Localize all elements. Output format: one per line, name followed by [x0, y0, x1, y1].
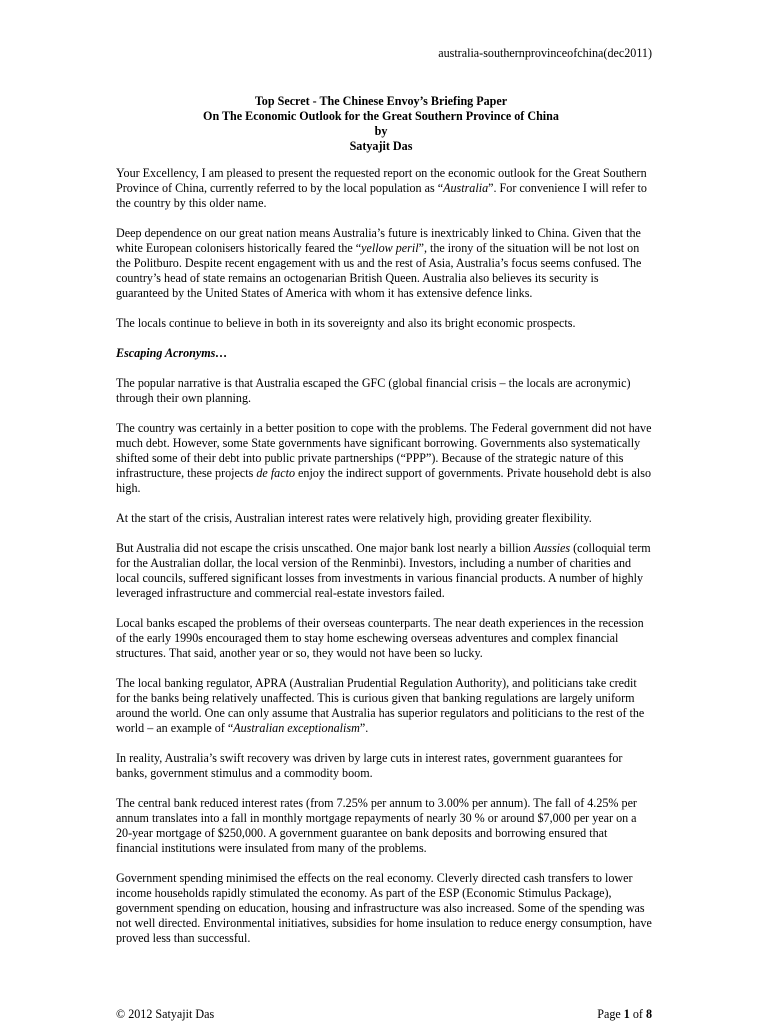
section-heading: Escaping Acronyms… [116, 346, 228, 360]
footer-copyright: © 2012 Satyajit Das [116, 1007, 215, 1021]
title-by: by [374, 124, 388, 138]
paragraph-12: Government spending minimised the effects on the real economy. Cleverly directed cash transfers to lower income households rapidly stimulated the economy. As part of the ESP (Economic Stimulus Package), government spending on education, housing and infrastructure was also increased. Some of the spending was not well directed. Environmental initiatives, subsidies for home insulation to reduce energy consumption, have proved less than successful. [116, 871, 652, 945]
footer-page-number: Page 1 of 8 [597, 1007, 652, 1021]
title-line-2: On The Economic Outlook for the Great Southern Province of China [203, 109, 559, 123]
paragraph-5: The country was certainly in a better position to cope with the problems. The Federal government did not have much debt. However, some State governments have significant borrowing. Governments also systematically shifted some of their debt into public private partnerships (“PPP”). Because of the strategic nature of this infrastructure, these projects de facto enjoy the indirect support of governments. Private household debt is also high. [116, 421, 652, 495]
paragraph-7: But Australia did not escape the crisis unscathed. One major bank lost nearly a billion Aussies (colloquial term for the Australian dollar, the local version of the Renminbi). Investors, including a number of charities and local councils, suffered significant losses from investments in various financial products. A number of highly leveraged infrastructure and commercial real-estate investors failed. [116, 541, 651, 600]
paragraph-4: The popular narrative is that Australia escaped the GFC (global financial crisis – the locals are acronymic) through their own planning. [116, 376, 631, 405]
paragraph-8: Local banks escaped the problems of their overseas counterparts. The near death experiences in the recession of the early 1990s encouraged them to stay home eschewing overseas adventures and complex financial structures. That said, another year or so, they would not have been so lucky. [116, 616, 644, 660]
paragraph-10: In reality, Australia’s swift recovery was driven by large cuts in interest rates, government guarantees for banks, government stimulus and a commodity boom. [116, 751, 623, 780]
document-body [116, 166, 652, 961]
paragraph-1: Your Excellency, I am pleased to present the requested report on the economic outlook for the Great Southern Province of China, currently referred to by the local population as “Australia”. For convenience I will refer to the country by this older name. [116, 166, 647, 210]
paragraph-6: At the start of the crisis, Australian interest rates were relatively high, providing greater flexibility. [116, 511, 592, 525]
paragraph-2: Deep dependence on our great nation means Australia’s future is inextricably linked to China. Given that the white European colonisers historically feared the “yellow peril”, the irony of the situation will be not lost on the Politburo. Despite recent engagement with us and the rest of Asia, Australia’s focus seems confused. The country’s head of state remains an octogenarian British Queen. Australia also believes its security is guaranteed by the United States of America with whom it has extensive defence links. [116, 226, 642, 300]
header-reference: australia-southernprovinceofchina(dec2011) [438, 46, 652, 60]
paragraph-3: The locals continue to believe in both in its sovereignty and also its bright economic prospects. [116, 316, 576, 330]
paragraph-11: The central bank reduced interest rates (from 7.25% per annum to 3.00% per annum). The fall of 4.25% per annum translates into a fall in monthly mortgage repayments of nearly 30 % or around $7,000 per year on a 20-year mortgage of $250,000. A government guarantee on bank deposits and borrowing ensured that financial institutions were insulated from many of the problems. [116, 796, 637, 855]
title-line-1: Top Secret - The Chinese Envoy’s Briefing Paper [254, 94, 508, 108]
title-block [116, 94, 646, 154]
title-author: Satyajit Das [349, 139, 413, 153]
paragraph-9: The local banking regulator, APRA (Australian Prudential Regulation Authority), and politicians take credit for the banks being relatively unaffected. This is curious given that banking regulations are largely uniform around the world. One can only assume that Australia has superior regulators and politicians to the rest of the world – an example of “Australian exceptionalism”. [116, 676, 645, 735]
